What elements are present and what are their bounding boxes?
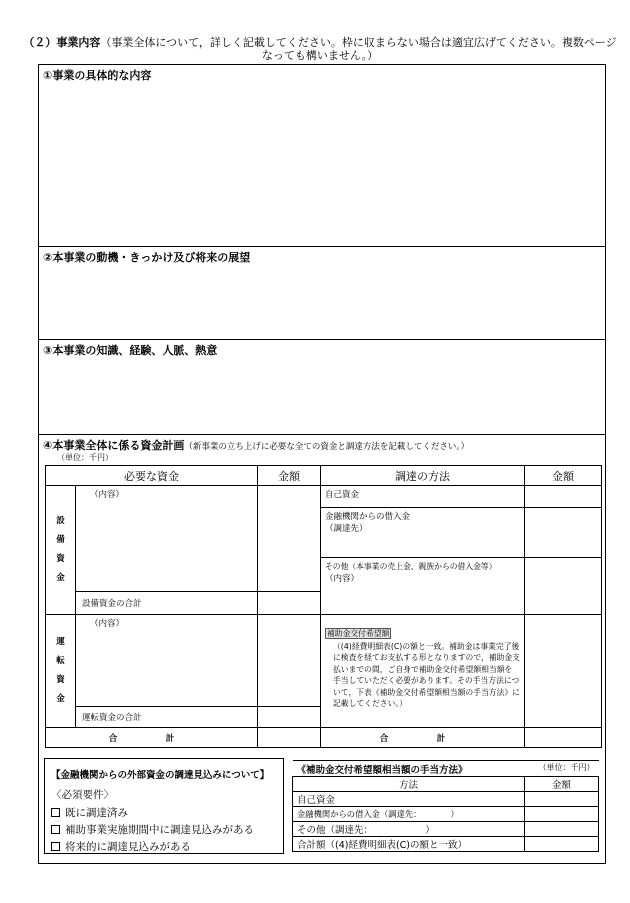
equipment-total-amount[interactable] [258, 592, 321, 615]
section-header [20, 36, 620, 62]
other-funds-label: その他（本事業の売上金、親族からの借入金等） [325, 562, 497, 571]
required-label: 〈必須要件〉 [51, 789, 114, 801]
operating-amount-cell[interactable] [258, 615, 321, 707]
bank-loan-cell [321, 508, 525, 558]
total-label-left: 合 計 [46, 728, 258, 748]
section-title: （２）事業内容 [23, 36, 101, 49]
option-during-period[interactable] [51, 822, 254, 837]
section-note: （事業全体について，詳しく記載してください。枠に収まらない場合は適宜広げてください。複数ページなっても構いません。） [100, 36, 617, 62]
section-4-note: （新事業の立ち上げに必要な全ての資金と調達方法を記載してください。） [184, 442, 470, 452]
operating-funds-label: 運 転 資 金 [46, 615, 76, 728]
option-label: 既に調達済み [65, 807, 128, 819]
section-3-title: ③本事業の知識、経験、人脈、熱意 [43, 344, 218, 357]
plan-row-bank[interactable]: 金融機関からの借入金（調達先： ） [293, 807, 525, 822]
own-funds-label: 自己資金 [321, 486, 525, 508]
option-label: 将来的に調達見込みがある [65, 841, 191, 853]
section-motivation[interactable] [39, 247, 605, 340]
subsidy-plan-table [292, 760, 599, 852]
header-amount-1: 金額 [258, 466, 321, 486]
plan-row-other[interactable]: その他（調達先： ） [293, 822, 525, 837]
plan-title: 《補助金交付希望額相当額の手当方法》 [296, 764, 468, 776]
plan-row-bank-amount[interactable] [525, 807, 599, 822]
section-4-unit: （単位：千円） [57, 453, 113, 462]
bank-loan-amount[interactable] [525, 508, 602, 558]
operating-total-amount[interactable] [258, 707, 321, 728]
plan-row-other-amount[interactable] [525, 822, 599, 837]
plan-row-own: 自己資金 [293, 792, 525, 807]
header-required-funds: 必要な資金 [46, 466, 258, 486]
plan-col-amount: 金額 [525, 777, 599, 792]
total-amount-right[interactable] [525, 728, 602, 748]
checkbox-icon[interactable] [51, 825, 60, 834]
section-4-title [43, 437, 469, 453]
total-amount-left[interactable] [258, 728, 321, 748]
plan-unit: （単位：千円） [538, 762, 595, 772]
other-funds-sub: （内容） [325, 574, 360, 584]
equipment-amount-cell[interactable] [258, 486, 321, 592]
bank-loan-label: 金融機関からの借入金 [325, 512, 411, 522]
subsidy-note: （(4)経費明細表(C)の額と一致。補助金は事業完了後に検査を経てお支払する形となりますので，補助金支払いまでの間，ご自身で補助金交付希望額相当額を手当していただく必要があります。その手当方法について，下表《補助金交付希望額相当額の手当方法》に記載してください。） [333, 641, 520, 708]
plan-row-total: 合計額（(4)経費明細表(C)の額と一致） [293, 837, 525, 852]
section-knowledge[interactable] [39, 340, 605, 435]
own-funds-amount[interactable] [525, 486, 602, 508]
operating-content-label: （内容） [90, 619, 125, 629]
external-funding-box [44, 758, 284, 854]
total-label-right: 合 計 [321, 728, 525, 748]
section-funding-plan [39, 435, 605, 753]
plan-col-method: 方法 [293, 777, 525, 792]
subsidy-title: 補助金交付希望額 [327, 629, 390, 638]
plan-row-total-amount[interactable] [525, 837, 599, 852]
funding-table [45, 465, 602, 748]
plan-title-row [293, 761, 599, 777]
option-label: 補助事業実施期間中に調達見込みがある [65, 824, 254, 836]
subsidy-cell [321, 615, 525, 728]
external-funding-title: 【金融機関からの外部資金の調達見込みについて】 [51, 770, 270, 781]
section-specific-content[interactable] [39, 65, 605, 247]
business-content-frame [38, 64, 606, 864]
checkbox-icon[interactable] [51, 842, 60, 851]
equipment-content-cell[interactable] [76, 486, 258, 592]
equipment-total-label: 設備資金の合計 [76, 592, 258, 615]
section-1-title: ①事業の具体的な内容 [43, 69, 152, 82]
option-future[interactable] [51, 839, 191, 854]
checkbox-icon[interactable] [51, 808, 60, 817]
header-amount-2: 金額 [525, 466, 602, 486]
option-already-procured[interactable] [51, 805, 128, 820]
other-funds-cell [321, 558, 525, 615]
equipment-content-label: （内容） [90, 490, 125, 500]
subsidy-amount[interactable] [525, 615, 602, 728]
plan-row-own-amount[interactable] [525, 792, 599, 807]
equipment-funds-label: 設 備 資 金 [46, 486, 76, 615]
bank-loan-sub: （調達先） [325, 524, 368, 534]
operating-content-cell[interactable] [76, 615, 258, 707]
header-method: 調達の方法 [321, 466, 525, 486]
other-funds-amount[interactable] [525, 558, 602, 615]
section-4-label: ④本事業全体に係る資金計画 [43, 439, 185, 452]
section-2-title: ②本事業の動機・きっかけ及び将来の展望 [43, 251, 251, 264]
operating-total-label: 運転資金の合計 [76, 707, 258, 728]
